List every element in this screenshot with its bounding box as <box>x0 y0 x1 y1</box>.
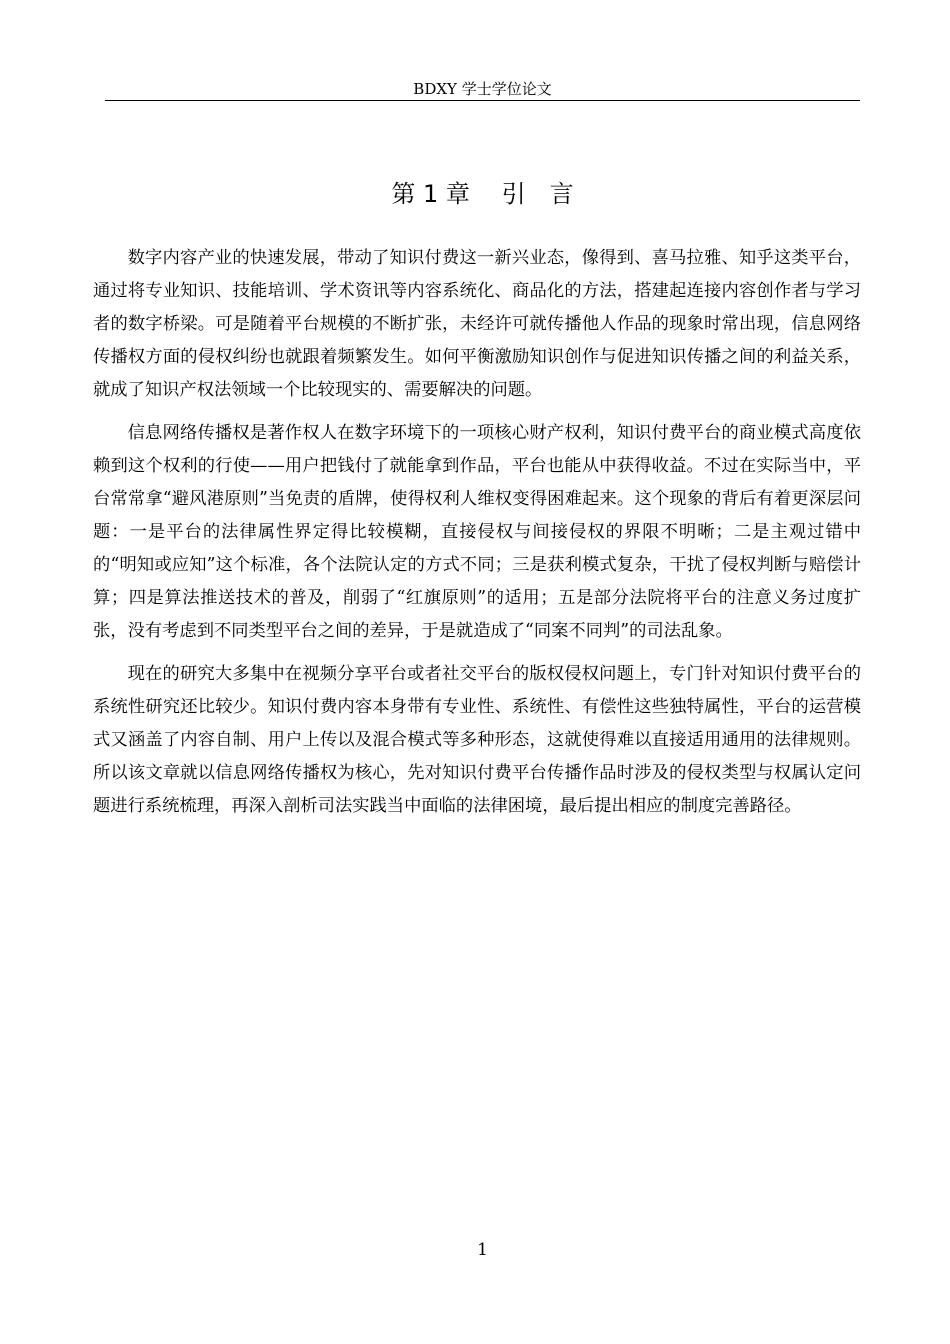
chapter-number: 第 1 章 <box>391 180 470 208</box>
paragraph: 数字内容产业的快速发展，带动了知识付费这一新兴业态，像得到、喜马拉雅、知乎这类平台，通过将专业知识、技能培训、学术资讯等内容系统化、商品化的方法，搭建起连接内容创作者与学习者的数字桥梁。可是随着平台规模的不断扩张，未经许可就传播他人作品的现象时常出现，信息网络传播权方面的侵权纠纷也就跟着频繁发生。如何平衡激励知识创作与促进知识传播之间的利益关系，就成了知识产权法领域一个比较现实的、需要解决的问题。 <box>93 248 861 400</box>
running-header: BDXY 学士学位论文 <box>413 80 552 98</box>
chapter-gap <box>470 180 502 208</box>
header-rule <box>105 100 860 101</box>
page-number: 1 <box>477 1240 488 1260</box>
body-text <box>93 242 861 833</box>
chapter-title: 引 言 <box>501 180 574 208</box>
paragraph: 信息网络传播权是著作权人在数字环境下的一项核心财产权利，知识付费平台的商业模式高度依赖到这个权利的行使——用户把钱付了就能拿到作品，平台也能从中获得收益。不过在实际当中，平台常常拿“避风港原则”当免责的盾牌，使得权利人维权变得困难起来。这个现象的背后有着更深层问题：一是平台的法律属性界定得比较模糊，直接侵权与间接侵权的界限不明晰；二是主观过错中的“明知或应知”这个标准，各个法院认定的方式不同；三是获利模式复杂，干扰了侵权判断与赔偿计算；四是算法推送技术的普及，削弱了“红旗原则”的适用；五是部分法院将平台的注意义务过度扩张，没有考虑到不同类型平台之间的差异，于是就造成了“同案不同判”的司法乱象。 <box>93 423 861 641</box>
paragraph: 现在的研究大多集中在视频分享平台或者社交平台的版权侵权问题上，专门针对知识付费平台的系统性研究还比较少。知识付费内容本身带有专业性、系统性、有偿性这些独特属性，平台的运营模式又涵盖了内容自制、用户上传以及混合模式等多种形态，这就使得难以直接适用通用的法律规则。所以该文章就以信息网络传播权为核心，先对知识付费平台传播作品时涉及的侵权类型与权属认定问题进行系统梳理，再深入剖析司法实践当中面临的法律困境，最后提出相应的制度完善路径。 <box>93 664 861 816</box>
chapter-heading <box>105 176 860 212</box>
